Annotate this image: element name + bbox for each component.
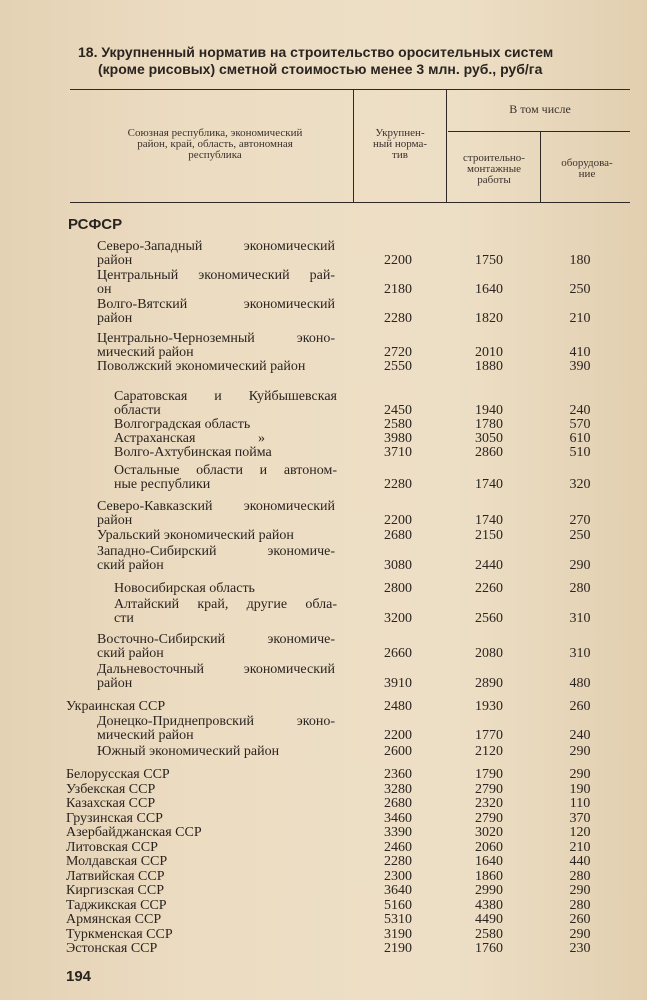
equipment-value: 280 — [569, 581, 591, 596]
equipment-value: 240 — [569, 728, 591, 743]
row-label-continuation: район — [97, 253, 133, 268]
row-label: Саратовская и Куйбышевская — [114, 389, 337, 404]
row-label-continuation: он — [97, 282, 112, 297]
header-bottom-rule — [70, 202, 630, 203]
norm-value: 2720 — [384, 345, 412, 360]
header-region-column: Союзная республика, экономический район, край, область, автономная республика — [127, 127, 303, 161]
row-label: Дальневосточный экономический — [97, 662, 335, 677]
row-label: Литовская ССР — [66, 840, 158, 855]
row-label: Молдавская ССР — [66, 854, 168, 869]
norm-value: 2360 — [384, 767, 412, 782]
equipment-value: 210 — [569, 840, 591, 855]
construction-value: 2150 — [475, 528, 503, 543]
construction-value: 1770 — [475, 728, 503, 743]
construction-value: 3050 — [475, 431, 503, 446]
norm-value: 2800 — [384, 581, 412, 596]
equipment-value: 240 — [569, 403, 591, 418]
row-label: Южный экономический район — [97, 744, 280, 759]
norm-value: 2460 — [384, 840, 412, 855]
row-label: Северо-Западный экономический — [97, 239, 335, 254]
norm-value: 3190 — [384, 927, 412, 942]
construction-value: 1940 — [475, 403, 503, 418]
equipment-value: 280 — [569, 869, 591, 884]
norm-value: 3980 — [384, 431, 412, 446]
construction-value: 1640 — [475, 854, 503, 869]
norm-value: 2180 — [384, 282, 412, 297]
row-label: Казахская ССР — [66, 796, 156, 811]
equipment-value: 290 — [569, 558, 591, 573]
row-label: Туркменская ССР — [66, 927, 173, 942]
equipment-value: 110 — [569, 796, 591, 811]
construction-value: 1860 — [475, 869, 503, 884]
construction-value: 4490 — [475, 912, 503, 927]
equipment-value: 180 — [569, 253, 591, 268]
equipment-value: 190 — [569, 782, 591, 797]
ditto-mark: » — [258, 431, 265, 446]
norm-value: 2280 — [384, 854, 412, 869]
norm-value: 2300 — [384, 869, 412, 884]
equipment-value: 570 — [569, 417, 591, 432]
row-label-continuation: мический район — [97, 345, 194, 360]
header-construction-column: строительно- монтажные работы — [463, 152, 525, 186]
row-label-continuation: район — [97, 311, 133, 326]
norm-value: 2600 — [384, 744, 412, 759]
norm-value: 2680 — [384, 796, 412, 811]
equipment-value: 250 — [569, 282, 591, 297]
equipment-value: 310 — [569, 646, 591, 661]
norm-value: 2480 — [384, 699, 412, 714]
row-label: Алтайский край, другие обла- — [114, 597, 337, 612]
norm-value: 3460 — [384, 811, 412, 826]
construction-value: 2790 — [475, 782, 503, 797]
row-label: Астраханская — [114, 431, 196, 446]
equipment-value: 230 — [569, 941, 591, 956]
construction-value: 1640 — [475, 282, 503, 297]
norm-value: 3910 — [384, 676, 412, 691]
norm-value: 5310 — [384, 912, 412, 927]
row-label: Киргизская ССР — [66, 883, 165, 898]
header-top-rule — [70, 89, 630, 90]
equipment-value: 290 — [569, 927, 591, 942]
norm-value: 3280 — [384, 782, 412, 797]
equipment-value: 310 — [569, 611, 591, 626]
header-group-rule — [448, 131, 630, 132]
norm-value: 2280 — [384, 477, 412, 492]
norm-value: 2680 — [384, 528, 412, 543]
construction-value: 1780 — [475, 417, 503, 432]
construction-value: 2120 — [475, 744, 503, 759]
construction-value: 2440 — [475, 558, 503, 573]
norm-value: 2660 — [384, 646, 412, 661]
row-label: Новосибирская область — [114, 581, 255, 596]
construction-value: 1880 — [475, 359, 503, 374]
row-label: Волго-Вятский экономический — [97, 297, 335, 312]
row-label: Западно-Сибирский экономиче- — [97, 544, 335, 559]
header-norm-column: Укрупнен- ный норма- тив — [372, 127, 428, 161]
equipment-value: 270 — [569, 513, 591, 528]
construction-value: 1740 — [475, 513, 503, 528]
norm-value: 2200 — [384, 728, 412, 743]
title-line-1: 18. Укрупненный норматив на строительство оросительных систем — [78, 44, 554, 60]
construction-value: 2790 — [475, 811, 503, 826]
norm-value: 2200 — [384, 513, 412, 528]
row-label-continuation: сти — [114, 611, 134, 626]
construction-value: 2260 — [475, 581, 503, 596]
equipment-value: 260 — [569, 699, 591, 714]
row-label: Волго-Ахтубинская пойма — [114, 445, 272, 460]
construction-value: 1750 — [475, 253, 503, 268]
row-label-continuation: мический район — [97, 728, 194, 743]
norm-value: 2280 — [384, 311, 412, 326]
equipment-value: 250 — [569, 528, 591, 543]
construction-value: 2560 — [475, 611, 503, 626]
construction-value: 3020 — [475, 825, 503, 840]
construction-value: 1740 — [475, 477, 503, 492]
row-label: Волгоградская область — [114, 417, 251, 432]
construction-value: 2990 — [475, 883, 503, 898]
equipment-value: 120 — [569, 825, 591, 840]
equipment-value: 320 — [569, 477, 591, 492]
equipment-value: 480 — [569, 676, 591, 691]
equipment-value: 390 — [569, 359, 591, 374]
row-label: Уральский экономический район — [97, 528, 294, 543]
equipment-value: 610 — [569, 431, 591, 446]
row-label-continuation: ные республики — [114, 477, 211, 492]
construction-value: 2080 — [475, 646, 503, 661]
norm-value: 2450 — [384, 403, 412, 418]
header-divider-1 — [353, 90, 354, 202]
equipment-value: 510 — [569, 445, 591, 460]
norm-value: 3640 — [384, 883, 412, 898]
row-label: Эстонская ССР — [66, 941, 158, 956]
construction-value: 2890 — [475, 676, 503, 691]
row-label: Азербайджанская ССР — [66, 825, 202, 840]
construction-value: 1820 — [475, 311, 503, 326]
norm-value: 5160 — [384, 898, 412, 913]
row-label: Центрально-Черноземный эконо- — [97, 331, 335, 346]
norm-value: 2200 — [384, 253, 412, 268]
row-label-continuation: области — [114, 403, 161, 418]
row-label: Поволжский экономический район — [97, 359, 306, 374]
equipment-value: 290 — [569, 744, 591, 759]
row-label: Латвийская ССР — [66, 869, 165, 884]
construction-value: 4380 — [475, 898, 503, 913]
row-label: Восточно-Сибирский экономиче- — [97, 632, 335, 647]
header-equipment-column: оборудова- ние — [561, 157, 613, 180]
equipment-value: 440 — [569, 854, 591, 869]
title-line-2: (кроме рисовых) сметной стоимостью менее 3 млн. руб., руб/га — [98, 61, 543, 77]
row-label-continuation: ский район — [97, 558, 164, 573]
row-label: Донецко-Приднепровский эконо- — [97, 714, 335, 729]
norm-value: 3200 — [384, 611, 412, 626]
section-rsfsr: РСФСР — [68, 216, 123, 233]
construction-value: 2010 — [475, 345, 503, 360]
construction-value: 2860 — [475, 445, 503, 460]
construction-value: 2320 — [475, 796, 503, 811]
norm-value: 2550 — [384, 359, 412, 374]
row-label: Центральный экономический рай- — [97, 268, 335, 283]
norm-value: 3390 — [384, 825, 412, 840]
equipment-value: 290 — [569, 883, 591, 898]
construction-value: 1760 — [475, 941, 503, 956]
norm-value: 3080 — [384, 558, 412, 573]
table-title — [78, 44, 638, 78]
equipment-value: 260 — [569, 912, 591, 927]
row-label-continuation: район — [97, 676, 133, 691]
construction-value: 2580 — [475, 927, 503, 942]
norm-value: 2190 — [384, 941, 412, 956]
row-label: Белорусская ССР — [66, 767, 170, 782]
row-label-continuation: район — [97, 513, 133, 528]
construction-value: 1790 — [475, 767, 503, 782]
equipment-value: 290 — [569, 767, 591, 782]
row-label: Украинская ССР — [66, 699, 166, 714]
header-group-label: В том числе — [509, 102, 571, 116]
equipment-value: 210 — [569, 311, 591, 326]
norm-value: 2580 — [384, 417, 412, 432]
row-label: Остальные области и автоном- — [114, 463, 337, 478]
row-label: Грузинская ССР — [66, 811, 163, 826]
norm-value: 3710 — [384, 445, 412, 460]
construction-value: 2060 — [475, 840, 503, 855]
header-divider-3 — [540, 132, 541, 202]
equipment-value: 370 — [569, 811, 591, 826]
header-divider-2 — [446, 90, 447, 202]
row-label-continuation: ский район — [97, 646, 164, 661]
row-label: Армянская ССР — [66, 912, 162, 927]
equipment-value: 410 — [569, 345, 591, 360]
row-label: Северо-Кавказский экономический — [97, 499, 335, 514]
row-label: Узбекская ССР — [66, 782, 156, 797]
page-number: 194 — [66, 968, 92, 985]
equipment-value: 280 — [569, 898, 591, 913]
row-label: Таджикская ССР — [66, 898, 167, 913]
construction-value: 1930 — [475, 699, 503, 714]
